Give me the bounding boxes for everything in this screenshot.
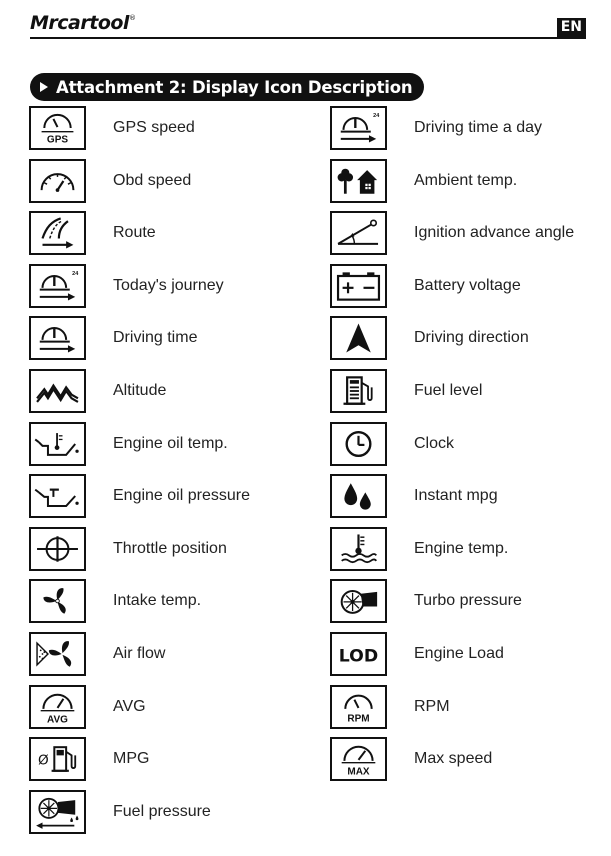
triangle-bullet-icon (40, 82, 48, 92)
max-speed-gauge-icon (330, 737, 387, 781)
item-label: Max speed (414, 750, 493, 768)
list-item (29, 422, 299, 466)
item-label: AVG (113, 697, 146, 715)
air-flow-fan-icon (29, 632, 86, 676)
brand-logo (30, 12, 135, 34)
list-item (29, 106, 299, 150)
list-item (29, 632, 299, 676)
gps-speedometer-icon (29, 106, 86, 150)
item-label: Driving direction (414, 329, 529, 347)
list-item (29, 474, 299, 518)
list-item (29, 579, 299, 623)
item-label: Fuel pressure (113, 802, 211, 820)
item-label: Engine temp. (414, 539, 509, 557)
engine-load-icon (330, 632, 387, 676)
fan-icon (29, 579, 86, 623)
item-label: Engine oil temp. (113, 434, 228, 452)
list-item (330, 106, 600, 150)
avg-gauge-icon (29, 685, 86, 729)
svg-text:24: 24 (72, 270, 79, 277)
speedometer-gauge-icon (29, 159, 86, 203)
section-title: Attachment 2: Display Icon Description (56, 77, 413, 97)
item-label: Air flow (113, 645, 166, 662)
oil-can-thermometer-icon (29, 422, 86, 466)
list-item (29, 369, 299, 413)
list-item (330, 369, 600, 413)
coolant-temperature-icon (330, 527, 387, 571)
list-item (29, 685, 299, 729)
item-label: Obd speed (113, 171, 192, 189)
list-item (330, 685, 600, 729)
svg-text:24: 24 (373, 113, 380, 120)
svg-text:RPM: RPM (347, 713, 370, 725)
item-label: Instant mpg (414, 487, 498, 505)
item-label: Clock (414, 434, 455, 452)
todays-journey-icon (29, 264, 86, 308)
route-icon (29, 211, 86, 255)
direction-arrow-icon (330, 316, 387, 360)
section-title-pill (30, 73, 424, 101)
list-item (330, 579, 600, 623)
tree-house-icon (330, 159, 387, 203)
item-label: Ignition advance angle (414, 224, 575, 242)
item-label: Driving time (113, 329, 198, 347)
svg-text:LOD: LOD (338, 646, 379, 667)
svg-text:MAX: MAX (347, 766, 370, 778)
list-item (330, 264, 600, 308)
svg-text:AVG: AVG (47, 714, 68, 726)
fuel-pressure-icon (29, 790, 86, 834)
list-item (330, 737, 600, 781)
header-divider (30, 37, 586, 39)
driving-time-icon (29, 316, 86, 360)
list-item (29, 737, 299, 781)
turbocharger-icon (330, 579, 387, 623)
ignition-angle-icon (330, 211, 387, 255)
list-item (330, 316, 600, 360)
item-label: Today's journey (113, 276, 224, 294)
item-label: MPG (113, 750, 150, 768)
list-item (29, 790, 299, 834)
list-item (330, 474, 600, 518)
trademark-symbol: ® (128, 14, 136, 22)
item-label: Driving time a day (414, 119, 543, 136)
rpm-gauge-icon (330, 685, 387, 729)
item-label: Throttle position (113, 539, 227, 557)
item-label: Engine Load (414, 645, 504, 662)
item-label: Intake temp. (113, 592, 202, 610)
svg-text:Ø: Ø (38, 752, 49, 769)
brand-name: Mrcartool (30, 12, 129, 34)
list-item (330, 211, 600, 255)
item-label: Battery voltage (414, 276, 521, 294)
list-item (29, 211, 299, 255)
item-label: GPS speed (113, 119, 195, 136)
svg-text:GPS: GPS (46, 134, 69, 146)
language-badge: EN (557, 18, 586, 37)
oil-can-icon (29, 474, 86, 518)
item-label: Altitude (113, 382, 167, 399)
throttle-valve-icon (29, 527, 86, 571)
fuel-pump-icon (29, 737, 86, 781)
item-label: RPM (414, 697, 450, 715)
item-label: Turbo pressure (414, 592, 522, 610)
list-item (29, 527, 299, 571)
list-item (330, 527, 600, 571)
item-label: Fuel level (414, 382, 483, 399)
page-header (30, 10, 586, 38)
battery-icon (330, 264, 387, 308)
list-item (29, 264, 299, 308)
list-item (330, 422, 600, 466)
daily-driving-time-icon (330, 106, 387, 150)
fuel-drops-icon (330, 474, 387, 518)
clock-icon (330, 422, 387, 466)
list-item (29, 316, 299, 360)
mountains-icon (29, 369, 86, 413)
fuel-level-icon (330, 369, 387, 413)
list-item (29, 159, 299, 203)
item-label: Ambient temp. (414, 171, 518, 189)
list-item (330, 632, 600, 676)
list-item (330, 159, 600, 203)
item-label: Route (113, 224, 156, 242)
item-label: Engine oil pressure (113, 487, 250, 505)
